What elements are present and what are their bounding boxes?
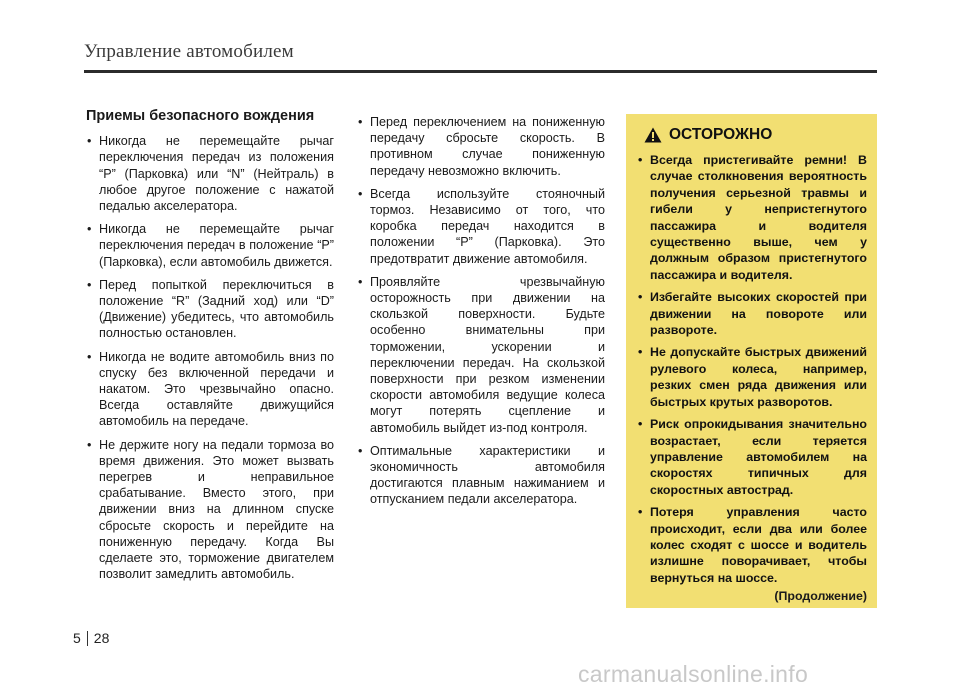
watermark: carmanualsonline.info bbox=[578, 661, 809, 687]
middle-column bbox=[357, 114, 605, 515]
list-item: • Проявляйте чрезвычайную осторожность при движении на скользкой поверхности. Будьте особенно внимательны при торможении, ускорении и переключении передач. На скользкой поверхности при резком изменении скорости автомобиля ведущие колеса могут потерять сцепление и автомобиль выйдет из-под контроля. bbox=[357, 274, 605, 436]
list-item: • Перед переключением на пониженную передачу сбросьте скорость. В противном случае пониженную передачу невозможно включить. bbox=[357, 114, 605, 179]
warning-list bbox=[636, 152, 867, 586]
warning-header bbox=[644, 126, 867, 144]
left-bullet-list bbox=[86, 133, 334, 582]
list-item: • Никогда не перемещайте рычаг переключения передач в положение “P” (Парковка), если автомобиль движется. bbox=[86, 221, 334, 270]
warning-item: • Всегда пристегивайте ремни! В случае столкновения вероятность получения серьезной травмы и гибели у непристегнутого пассажира и водителя существенно выше, чем у должным образом пристегнутого пассажира и водителя. bbox=[636, 152, 867, 283]
middle-bullet-list bbox=[357, 114, 605, 508]
section-title: Приемы безопасного вождения bbox=[86, 108, 315, 124]
continued-label: (Продолжение) bbox=[774, 589, 867, 604]
list-item: • Перед попыткой переключиться в положение “R” (Задний ход) или “D” (Движение) убедитесь, что автомобиль полностью остановлен. bbox=[86, 277, 334, 342]
list-item: • Не держите ногу на педали тормоза во время движения. Это может вызвать перегрев и неправильное срабатывание. Вместо этого, при движении вниз на длинном спуске сбросьте скорость и перейдите на пониженную передачу. Когда Вы сделаете это, торможение двигателем позволит замедлить автомобиль. bbox=[86, 437, 334, 583]
list-item: • Никогда не перемещайте рычаг переключения передач из положения “P” (Парковка) или “N” (Нейтраль) в любое другое положение с нажатой педалью акселератора. bbox=[86, 133, 334, 214]
warning-triangle-icon bbox=[644, 127, 662, 143]
list-item: • Оптимальные характеристики и экономичность автомобиля достигаются плавным нажиманием и отпусканием педали акселератора. bbox=[357, 443, 605, 508]
page-number-divider bbox=[87, 631, 88, 646]
warning-box bbox=[626, 114, 877, 608]
page-number-value: 28 bbox=[93, 630, 110, 646]
page-header-title: Управление автомобилем bbox=[84, 41, 294, 62]
warning-item: • Потеря управления часто происходит, если два или более колес сходят с шоссе и водитель излишне поворачивает, чтобы вернуться на шоссе. bbox=[636, 504, 867, 586]
left-column bbox=[86, 108, 334, 589]
list-item: • Всегда используйте стояночный тормоз. Независимо от того, что коробка передач находится в положении “P” (Парковка). Это предотвратит движение автомобиля. bbox=[357, 186, 605, 267]
chapter-number: 5 bbox=[73, 630, 81, 646]
list-item: • Никогда не водите автомобиль вниз по спуску без включенной передачи и накатом. Это чрезвычайно опасно. Всегда оставляйте движущийся автомобиль на передаче. bbox=[86, 349, 334, 430]
header-rule bbox=[84, 70, 877, 73]
page-number bbox=[73, 630, 109, 646]
warning-item: • Не допускайте быстрых движений рулевого колеса, например, резких смен ряда движения или быстрых крутых разворотов. bbox=[636, 344, 867, 410]
warning-item: • Избегайте высоких скоростей при движении на повороте или развороте. bbox=[636, 289, 867, 338]
warning-item: • Риск опрокидывания значительно возрастает, если теряется управление автомобилем на скоростях типичных для скоростных автострад. bbox=[636, 416, 867, 498]
warning-title: ОСТОРОЖНО bbox=[669, 126, 773, 143]
